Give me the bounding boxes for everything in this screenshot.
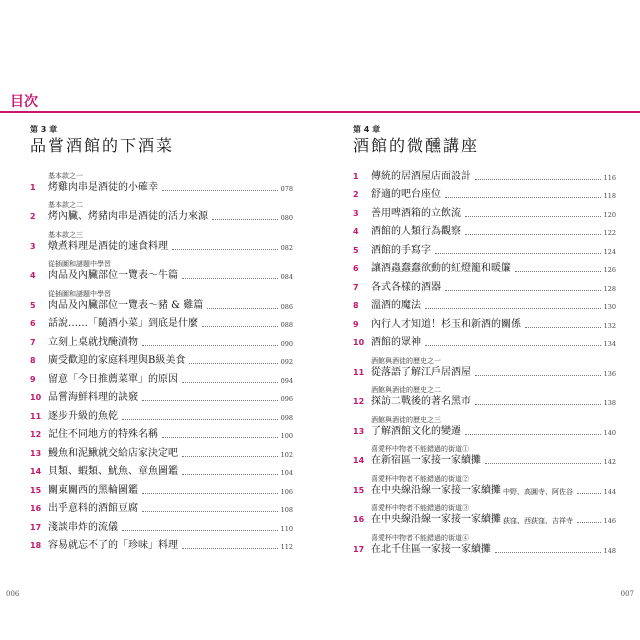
entry-line [48, 465, 293, 479]
entry-line [48, 336, 293, 350]
toc-entry[interactable] [353, 527, 616, 557]
entry-page-number: 108 [280, 506, 293, 514]
entry-title: 關東關西的黑輪圖鑑 [48, 484, 138, 496]
entry-title: 各式各樣的酒器 [371, 281, 441, 293]
entry-line [371, 484, 616, 498]
entry-title: 酒館的手寫字 [371, 244, 431, 256]
toc-entry[interactable] [353, 202, 616, 221]
entry-title: 逐步升級的魚乾 [48, 410, 118, 422]
toc-entry[interactable] [30, 283, 293, 313]
entry-page-number: 136 [603, 369, 616, 378]
entry-number: 15 [353, 485, 365, 495]
entry-title: 從落語了解江戶居酒屋 [371, 366, 471, 378]
toc-entry[interactable] [30, 535, 293, 554]
entry-body [48, 428, 293, 442]
toc-entry[interactable] [353, 350, 616, 380]
entry-page-number: 106 [280, 487, 293, 496]
entry-page-number: 148 [603, 546, 616, 555]
entry-line [371, 170, 616, 184]
dot-leader [122, 419, 278, 420]
entry-page-number: 130 [603, 303, 616, 311]
toc-entry[interactable] [353, 184, 616, 203]
entry-line [371, 244, 616, 258]
entry-body [371, 385, 616, 409]
entry-title: 烤內臟、烤豬肉串是酒徒的活力來源 [48, 211, 208, 222]
toc-entry[interactable] [353, 439, 616, 469]
entry-number: 6 [30, 319, 36, 328]
entry-line [371, 543, 616, 557]
entry-title: 話說……「隨酒小菜」到底是什麼 [48, 318, 198, 329]
entry-title: 鰻魚和泥鰍就交給店家決定吧 [48, 447, 178, 459]
entry-line [371, 262, 616, 276]
entry-line [371, 513, 616, 527]
entry-number: 1 [353, 171, 359, 181]
entry-body [371, 225, 616, 239]
dot-leader [182, 474, 278, 475]
entry-number: 13 [30, 448, 42, 458]
dot-leader [475, 375, 601, 376]
entry-subtitle: 喜愛杯中物者不能錯過的街道② [371, 474, 469, 483]
entry-page-number: 110 [280, 524, 293, 533]
entry-number: 16 [353, 515, 365, 524]
entry-body [371, 299, 616, 313]
dot-leader [515, 271, 601, 272]
entry-line [48, 240, 293, 254]
chapter-4-column [353, 125, 616, 557]
entry-number: 7 [30, 337, 36, 347]
entry-number: 9 [30, 374, 36, 384]
entry-line [48, 484, 293, 498]
dot-leader [475, 404, 601, 405]
entry-title: 廣受歡迎的家庭料理與B級美食 [48, 355, 186, 366]
entry-title: 酒館的人類行為觀察 [371, 226, 461, 237]
entry-page-number: 088 [280, 321, 293, 329]
entry-body [371, 207, 616, 221]
entry-subtitle: 喜愛杯中物者不能錯過的街道③ [371, 504, 469, 512]
toc-entry[interactable] [353, 332, 616, 351]
entry-title: 在北千住區一家接一家續攤 [371, 543, 491, 555]
entry-number: 3 [30, 241, 36, 251]
entry-page-number: 140 [603, 428, 616, 437]
entry-body [48, 200, 293, 224]
entry-body [48, 259, 293, 283]
entry-number: 10 [30, 393, 42, 402]
toc-entry[interactable] [30, 461, 293, 480]
dot-leader [142, 400, 278, 401]
entry-subtitle: 酒館與酒徒的歷史之二 [371, 386, 441, 394]
entry-body [48, 317, 293, 331]
toc-entry[interactable] [30, 368, 293, 387]
entry-body [371, 262, 616, 276]
entry-subtitle: 從插圖和謎題中學習 [48, 260, 111, 268]
dot-leader [475, 179, 601, 180]
entry-title: 肉品及內臟部位一覽表～豬 & 雞篇 [48, 299, 204, 311]
dot-leader [465, 234, 601, 235]
entry-title: 傳統的居酒屋店面設計 [371, 170, 471, 182]
entry-page-number: 134 [603, 340, 616, 348]
entry-page-number: 100 [280, 432, 293, 440]
entry-line [371, 207, 616, 221]
entry-line [48, 428, 293, 442]
dot-leader [425, 308, 601, 309]
dot-leader [182, 382, 278, 383]
entry-body [371, 356, 616, 380]
entry-number: 18 [30, 541, 42, 550]
entry-line [48, 317, 293, 331]
toc-entry[interactable] [30, 442, 293, 461]
dot-leader [445, 290, 601, 291]
toc-entry[interactable] [353, 380, 616, 410]
toc-entry[interactable] [353, 221, 616, 240]
entry-body [371, 503, 616, 527]
entry-number: 17 [353, 544, 365, 554]
entry-subtitle: 酒館與酒徒的歷史之三 [371, 415, 441, 424]
dot-leader [425, 345, 601, 346]
entry-number: 14 [30, 467, 42, 476]
entry-line [48, 447, 293, 461]
entry-body [48, 502, 293, 516]
entry-page-number: 102 [280, 450, 293, 459]
toc-entry[interactable] [30, 224, 293, 254]
toc-entry[interactable] [353, 498, 616, 528]
header-rule [0, 111, 640, 113]
toc-entry[interactable] [30, 195, 293, 225]
entry-page-number: 124 [603, 247, 616, 256]
toc-entry[interactable] [30, 165, 293, 195]
entry-body [48, 465, 293, 479]
entry-number: 4 [353, 227, 359, 236]
entry-body [371, 318, 616, 332]
entry-body [48, 484, 293, 498]
entry-line [371, 299, 616, 313]
entry-subtitle: 基本款之三 [48, 230, 83, 239]
dot-leader [577, 522, 601, 523]
entry-subtitle: 喜愛杯中物者不能錯過的街道④ [371, 533, 469, 542]
toc-entry[interactable] [353, 468, 616, 498]
page-number-right: 007 [620, 590, 634, 598]
entry-line [371, 425, 616, 439]
entry-page-number: 132 [603, 321, 616, 330]
toc-entry[interactable] [30, 254, 293, 284]
toc-entry[interactable] [30, 350, 293, 369]
entry-number: 12 [353, 397, 365, 406]
entry-line [48, 410, 293, 424]
entry-page-number: 112 [280, 543, 293, 551]
entry-body [48, 410, 293, 424]
dot-leader [207, 308, 277, 309]
entry-body [48, 521, 293, 535]
toc-entry-list [353, 165, 616, 557]
entry-number: 5 [30, 300, 36, 310]
chapter-title: 酒館的微醺講座 [353, 136, 480, 155]
entry-body [371, 170, 616, 184]
entry-page-number: 082 [280, 243, 293, 252]
entry-body [371, 281, 616, 295]
entry-body [48, 391, 293, 405]
entry-body [48, 539, 293, 553]
toc-entry[interactable] [353, 409, 616, 439]
entry-line [371, 281, 616, 295]
dot-leader [525, 327, 601, 328]
entry-page-number: 096 [280, 395, 293, 403]
entry-title: 出乎意料的酒館豆腐 [48, 503, 138, 514]
entry-page-number: 144 [603, 487, 616, 496]
entry-number: 3 [353, 208, 359, 218]
entry-line [48, 391, 293, 405]
toc-entry[interactable] [30, 516, 293, 535]
entry-body [371, 188, 616, 202]
dot-leader [189, 363, 277, 364]
entry-number: 13 [353, 426, 365, 436]
entry-body [48, 354, 293, 368]
entry-title: 善用啤酒箱的立飲流 [371, 207, 461, 219]
toc-entry[interactable] [30, 387, 293, 406]
entry-note: 荻窪、西荻窪、吉祥寺 [503, 517, 573, 525]
entry-page-number: 118 [603, 192, 616, 200]
entry-number: 5 [353, 245, 359, 255]
entry-page-number: 084 [280, 273, 293, 281]
entry-number: 7 [353, 282, 359, 292]
dot-leader [202, 326, 278, 327]
entry-page-number: 080 [280, 214, 293, 222]
toc-entry[interactable] [30, 331, 293, 350]
entry-number: 15 [30, 485, 42, 495]
entry-page-number: 090 [280, 339, 293, 348]
entry-page-number: 098 [280, 413, 293, 422]
entry-title: 燉煮料理是酒徒的速食料理 [48, 240, 168, 252]
dot-leader [445, 197, 601, 198]
entry-title: 讓酒蟲蠢蠢欲動的紅燈籠和暖簾 [371, 263, 511, 274]
dot-leader [182, 456, 278, 457]
entry-body [371, 444, 616, 468]
entry-number: 8 [30, 356, 36, 365]
entry-page-number: 138 [603, 399, 616, 407]
dot-leader [465, 434, 601, 435]
entry-title: 在中央線沿線一家接一家續攤 [371, 514, 501, 525]
entry-number: 2 [30, 212, 36, 221]
dot-leader [182, 278, 278, 279]
entry-body [48, 336, 293, 350]
entry-title: 溫酒的魔法 [371, 300, 421, 311]
dot-leader [465, 216, 601, 217]
toc-title: 目次 [10, 94, 38, 110]
entry-number: 4 [30, 271, 36, 280]
entry-body [371, 336, 616, 350]
dot-leader [162, 437, 278, 438]
toc-entry[interactable] [30, 424, 293, 443]
entry-title: 烤雞肉串是酒徒的小確幸 [48, 181, 158, 193]
entry-line [48, 354, 293, 368]
entry-line [48, 210, 293, 224]
dot-leader [142, 511, 278, 512]
dot-leader [435, 253, 601, 254]
toc-entry[interactable] [353, 239, 616, 258]
toc-entry-list [30, 165, 293, 553]
dot-leader [172, 249, 278, 250]
dot-leader [495, 552, 601, 553]
entry-number: 17 [30, 522, 42, 532]
entry-number: 9 [353, 319, 359, 329]
entry-title: 肉品及內臟部位一覽表～牛篇 [48, 270, 178, 281]
entry-number: 8 [353, 301, 359, 310]
entry-title: 貝類、蝦類、魷魚、章魚圖鑑 [48, 466, 178, 477]
entry-number: 1 [30, 182, 36, 192]
toc-entry[interactable] [353, 313, 616, 332]
entry-title: 舒適的吧台座位 [371, 189, 441, 200]
entry-number: 2 [353, 190, 359, 199]
entry-body [48, 230, 293, 254]
entry-page-number: 122 [603, 229, 616, 237]
dot-leader [162, 190, 278, 191]
dot-leader [485, 463, 601, 464]
entry-body [48, 447, 293, 461]
entry-number: 6 [353, 264, 359, 273]
entry-page-number: 146 [603, 517, 616, 525]
chapter-title: 品嘗酒館的下酒菜 [30, 136, 175, 155]
entry-title: 記住不同地方的特殊名稱 [48, 429, 158, 440]
toc-entry[interactable] [353, 276, 616, 295]
dot-leader [122, 530, 278, 531]
entry-line [48, 502, 293, 516]
toc-entry[interactable] [30, 313, 293, 332]
dot-leader [142, 345, 278, 346]
chapter-label: 第 3 章 [30, 125, 58, 134]
entry-title: 在中央線沿線一家接一家續攤 [371, 484, 501, 496]
page-number-left: 006 [6, 590, 20, 598]
entry-line [371, 395, 616, 409]
dot-leader [212, 219, 278, 220]
entry-page-number: 120 [603, 210, 616, 219]
entry-title: 了解酒館文化的變遷 [371, 425, 461, 437]
entry-number: 12 [30, 430, 42, 439]
entry-number: 14 [353, 456, 365, 465]
entry-line [371, 454, 616, 468]
toc-entry[interactable] [30, 498, 293, 517]
toc-entry[interactable] [353, 165, 616, 184]
entry-subtitle: 酒館與酒徒的歷史之一 [371, 356, 441, 365]
entry-page-number: 092 [280, 358, 293, 366]
entry-page-number: 094 [280, 376, 293, 385]
entry-note: 中野、高圓寺、阿佐谷 [503, 487, 573, 496]
entry-line [48, 373, 293, 387]
entry-line [371, 318, 616, 332]
chapter-label: 第 4 章 [353, 125, 381, 134]
entry-page-number: 142 [603, 458, 616, 466]
entry-line [48, 539, 293, 553]
entry-page-number: 128 [603, 284, 616, 293]
entry-page-number: 086 [280, 302, 293, 311]
entry-body [371, 415, 616, 439]
entry-subtitle: 喜愛杯中物者不能錯過的街道① [371, 445, 469, 453]
entry-subtitle: 基本款之一 [48, 171, 83, 180]
chapter-3-column [30, 125, 293, 553]
entry-subtitle: 從插圖和謎題中學習 [48, 289, 111, 298]
entry-subtitle: 基本款之二 [48, 201, 83, 209]
entry-body [371, 474, 616, 498]
entry-line [48, 299, 293, 313]
entry-body [48, 289, 293, 313]
entry-title: 立刻上桌就找醃漬物 [48, 336, 138, 348]
entry-page-number: 078 [280, 184, 293, 193]
dot-leader [142, 493, 278, 494]
entry-number: 10 [353, 338, 365, 347]
entry-title: 淺談串炸的流儀 [48, 521, 118, 533]
entry-number: 16 [30, 504, 42, 513]
entry-title: 探訪二戰後的著名黑市 [371, 396, 471, 407]
toc-entry[interactable] [353, 258, 616, 277]
dot-leader [182, 548, 278, 549]
entry-page-number: 104 [280, 469, 293, 477]
toc-entry[interactable] [30, 405, 293, 424]
entry-line [371, 336, 616, 350]
toc-entry[interactable] [353, 295, 616, 314]
entry-body [371, 244, 616, 258]
entry-line [48, 181, 293, 195]
entry-title: 容易就忘不了的「珍味」料理 [48, 540, 178, 551]
entry-number: 11 [353, 367, 365, 377]
entry-title: 留意「今日推薦菜單」的原因 [48, 373, 178, 385]
entry-line [48, 269, 293, 283]
entry-title: 品嘗海鮮料理的訣竅 [48, 392, 138, 403]
entry-title: 在新宿區一家接一家續攤 [371, 455, 481, 466]
entry-title: 酒館的眾神 [371, 337, 421, 348]
entry-body [48, 171, 293, 195]
entry-line [371, 225, 616, 239]
entry-line [48, 521, 293, 535]
dot-leader [577, 493, 601, 494]
entry-page-number: 126 [603, 266, 616, 274]
entry-title: 內行人才知道！杉玉和新酒的關係 [371, 318, 521, 330]
toc-entry[interactable] [30, 479, 293, 498]
entry-body [371, 533, 616, 557]
entry-line [371, 188, 616, 202]
entry-line [371, 366, 616, 380]
entry-number: 11 [30, 411, 42, 421]
entry-body [48, 373, 293, 387]
entry-page-number: 116 [603, 173, 616, 182]
